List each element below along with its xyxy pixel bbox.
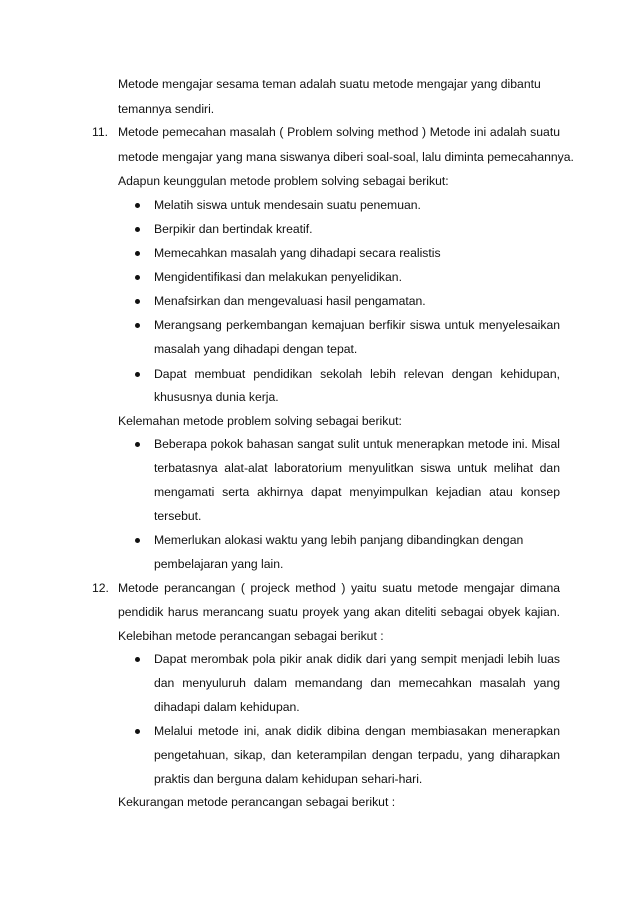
paragraph-line: terbatasnya alat-alat laboratorium menyulitkan siswa untuk melihat dan xyxy=(154,461,560,475)
paragraph-line: Metode perancangan ( projeck method ) yaitu suatu metode mengajar dimana xyxy=(118,581,560,595)
paragraph-line: pendidik harus merancang suatu proyek yang akan diteliti sebagai obyek kajian. xyxy=(118,605,560,619)
bullet-icon xyxy=(135,275,140,280)
bullet-icon xyxy=(135,251,140,256)
bullet-item-text: Melatih siswa untuk mendesain suatu penemuan. xyxy=(154,198,421,212)
bullet-item-text: Dapat membuat pendidikan sekolah lebih relevan dengan kehidupan, xyxy=(154,367,560,381)
bullet-icon xyxy=(135,299,140,304)
bullet-icon xyxy=(135,372,140,377)
paragraph-line: pengetahuan, sikap, dan keterampilan dengan terpadu, yang diharapkan xyxy=(154,748,560,762)
paragraph-line: praktis dan berguna dalam kehidupan sehari-hari. xyxy=(154,772,423,786)
bullet-icon xyxy=(135,323,140,328)
paragraph-line: khususnya dunia kerja. xyxy=(154,390,279,404)
paragraph-line: dan menyuluruh dalam memandang dan memecahkan masalah yang xyxy=(154,676,560,690)
paragraph-line: Metode mengajar sesama teman adalah suatu metode mengajar yang dibantu xyxy=(118,77,541,91)
paragraph-line: pembelajaran yang lain. xyxy=(154,557,284,571)
bullet-icon xyxy=(135,442,140,447)
bullet-item-text: Beberapa pokok bahasan sangat sulit untuk menerapkan metode ini. Misal xyxy=(154,437,560,451)
bullet-icon xyxy=(135,203,140,208)
bullet-item-text: Memecahkan masalah yang dihadapi secara realistis xyxy=(154,246,441,260)
bullet-icon xyxy=(135,729,140,734)
paragraph-line: metode mengajar yang mana siswanya diberi soal-soal, lalu diminta pemecahannya. xyxy=(118,150,574,164)
list-number: 12. xyxy=(92,581,109,595)
paragraph-line: masalah yang dihadapi dengan tepat. xyxy=(154,342,358,356)
paragraph-line: Kelemahan metode problem solving sebagai berikut: xyxy=(118,414,402,428)
bullet-item-text: Melalui metode ini, anak didik dibina dengan membiasakan menerapkan xyxy=(154,724,560,738)
paragraph-line: temannya sendiri. xyxy=(118,102,215,116)
paragraph-line: Adapun keunggulan metode problem solving sebagai berikut: xyxy=(118,174,449,188)
bullet-item-text: Memerlukan alokasi waktu yang lebih panjang dibandingkan dengan xyxy=(154,533,524,547)
bullet-icon xyxy=(135,657,140,662)
paragraph-line: tersebut. xyxy=(154,509,202,523)
list-number: 11. xyxy=(92,125,109,139)
bullet-item-text: Dapat merombak pola pikir anak didik dari yang sempit menjadi lebih luas xyxy=(154,652,560,666)
paragraph-line: dihadapi dalam kehidupan. xyxy=(154,700,300,714)
bullet-item-text: Mengidentifikasi dan melakukan penyelidikan. xyxy=(154,270,402,284)
paragraph-line: Kekurangan metode perancangan sebagai berikut : xyxy=(118,795,396,809)
paragraph-line: mengamati serta akhirnya dapat menyimpulkan kejadian atau konsep xyxy=(154,485,560,499)
bullet-item-text: Merangsang perkembangan kemajuan berfikir siswa untuk menyelesaikan xyxy=(154,318,560,332)
paragraph-line: Kelebihan metode perancangan sebagai berikut : xyxy=(118,629,384,643)
bullet-item-text: Menafsirkan dan mengevaluasi hasil pengamatan. xyxy=(154,294,426,308)
paragraph-line: Metode pemecahan masalah ( Problem solving method ) Metode ini adalah suatu xyxy=(118,125,560,139)
bullet-icon xyxy=(135,227,140,232)
bullet-icon xyxy=(135,538,140,543)
bullet-item-text: Berpikir dan bertindak kreatif. xyxy=(154,222,313,236)
